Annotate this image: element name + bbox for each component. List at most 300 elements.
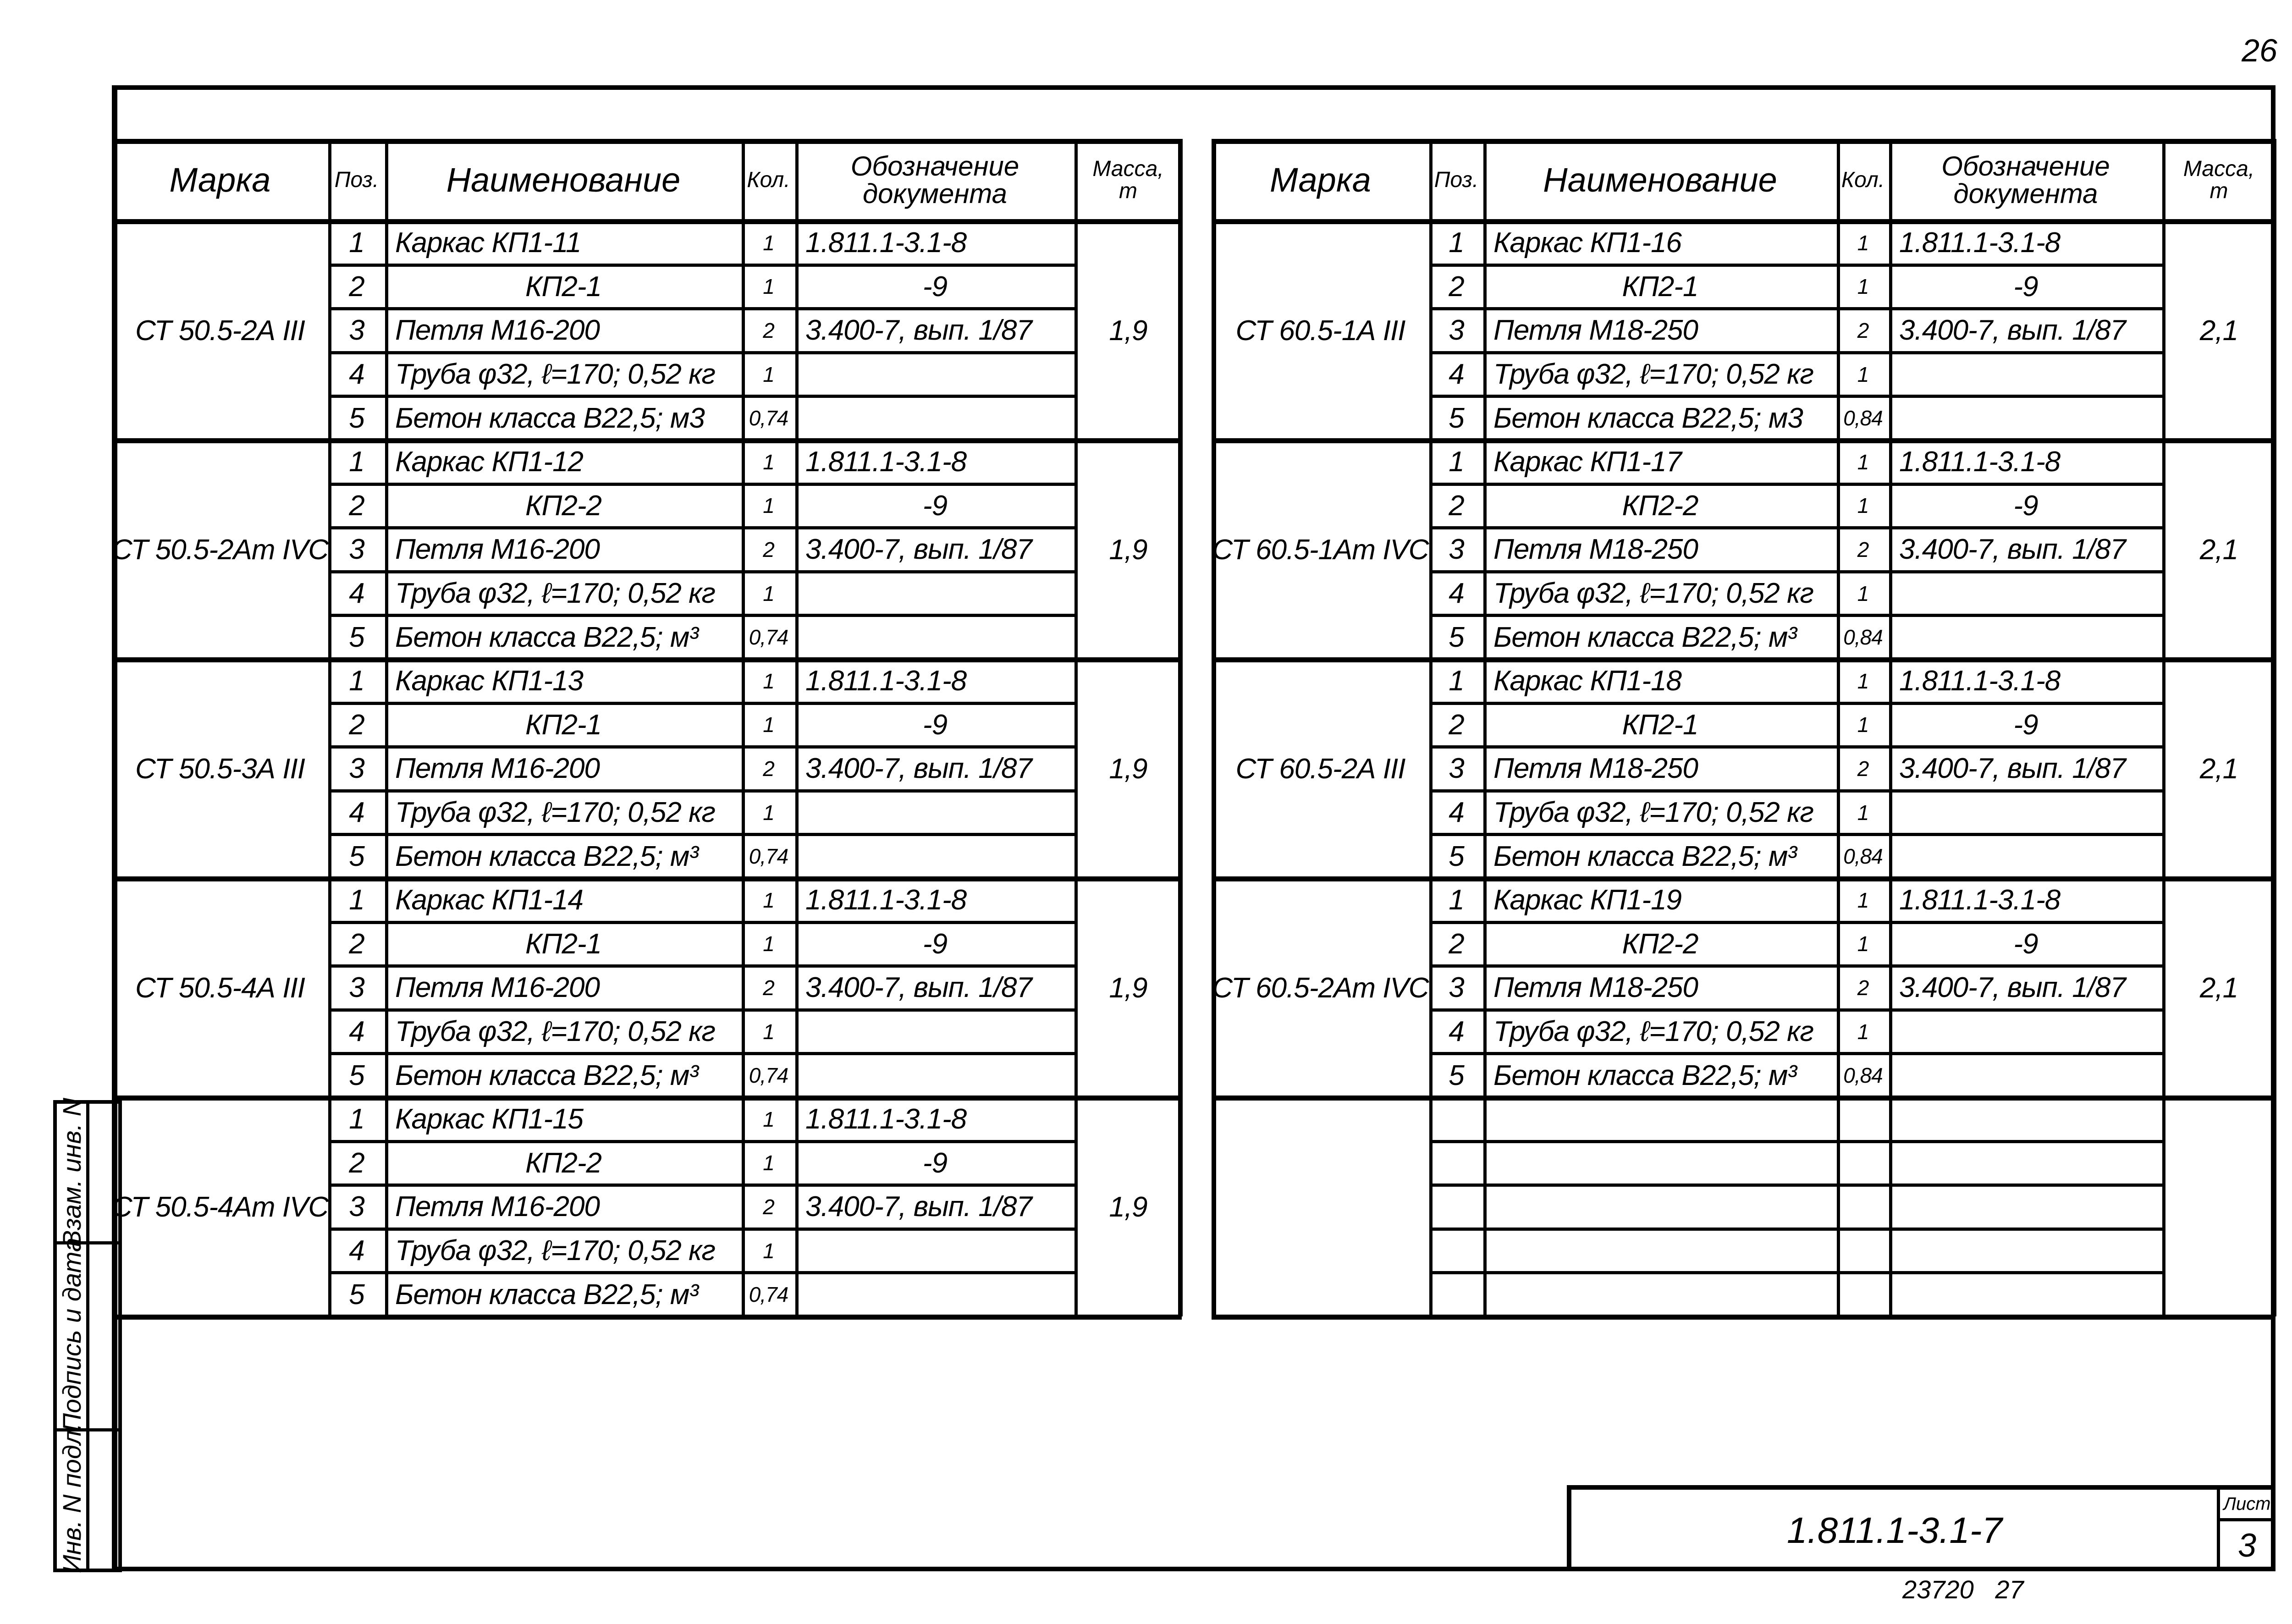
- row-name: Каркас КП1-16: [1493, 227, 1682, 259]
- table-row: [1212, 747, 2275, 791]
- row-name: Труба φ32, ℓ=170; 0,52 кг: [395, 1235, 715, 1267]
- group-mass: 2,1: [2199, 534, 2238, 566]
- table-row: [112, 1229, 1182, 1273]
- row-document: -9: [922, 270, 948, 303]
- row-qty: 1: [1857, 450, 1869, 474]
- row-name: [1483, 1229, 1837, 1273]
- row-name: Петля М16-200: [395, 972, 600, 1004]
- row-qty: 0,84: [1843, 1063, 1883, 1088]
- row-name: Бетон класса В22,5; м3: [1493, 402, 1803, 434]
- row-name: КП2-1: [525, 270, 602, 303]
- row-qty: 1: [1857, 713, 1869, 737]
- table-row: [1212, 1053, 2275, 1097]
- row-pos: 1: [349, 884, 364, 916]
- row-name: Петля М16-200: [395, 753, 600, 785]
- stamp-inv-orig: Инв. N подл.: [57, 1423, 86, 1574]
- row-qty: 2: [1857, 975, 1869, 1000]
- table-row: [112, 966, 1182, 1010]
- row-pos: 1: [349, 446, 364, 478]
- row-document: 1.811.1-3.1-8: [805, 446, 967, 478]
- header-document-line1: Обозначение: [850, 150, 1019, 182]
- row-pos: 1: [349, 227, 364, 259]
- row-qty: 1: [763, 1107, 774, 1131]
- group-mass: 2,1: [2199, 753, 2238, 785]
- row-name: Бетон класса В22,5; м³: [395, 621, 698, 653]
- table-row: [112, 265, 1182, 309]
- row-qty: 2: [763, 975, 774, 1000]
- table-row: [112, 396, 1182, 440]
- row-document: 1.811.1-3.1-8: [805, 1103, 967, 1135]
- row-qty: 1: [763, 932, 774, 956]
- row-pos: 2: [1449, 270, 1464, 303]
- row-pos: 2: [1449, 709, 1464, 741]
- row-document: [1889, 1141, 2162, 1185]
- row-qty: 1: [1857, 494, 1869, 518]
- table-row: [112, 484, 1182, 528]
- table-row: [1212, 966, 2275, 1010]
- header-pos: Поз.: [334, 167, 379, 192]
- row-qty: [1837, 1185, 1889, 1229]
- row-document: 1.811.1-3.1-8: [805, 227, 967, 259]
- row-pos: 1: [1449, 227, 1464, 259]
- table-row: [1212, 1229, 2275, 1273]
- row-document: [795, 615, 1074, 659]
- row-document: -9: [922, 928, 948, 960]
- row-document: [795, 791, 1074, 835]
- table-row: [112, 922, 1182, 966]
- row-pos: 5: [349, 1059, 364, 1091]
- header-mass: [2162, 139, 2275, 221]
- row-pos: 4: [1449, 578, 1464, 610]
- row-qty: 1: [763, 275, 774, 299]
- row-pos: 2: [349, 1147, 364, 1179]
- row-document: [795, 396, 1074, 440]
- row-document: [1889, 834, 2162, 878]
- row-pos: [1429, 1097, 1483, 1141]
- group-mark: СТ 50.5-4А III: [135, 972, 305, 1004]
- row-name: Бетон класса В22,5; м³: [1493, 1059, 1796, 1091]
- row-document: 1.811.1-3.1-8: [1899, 227, 2061, 259]
- row-name: Труба φ32, ℓ=170; 0,52 кг: [395, 578, 715, 610]
- sheet-number: 3: [2237, 1527, 2257, 1564]
- row-qty: 0,74: [749, 406, 788, 430]
- row-qty: 1: [1857, 888, 1869, 912]
- row-qty: 2: [763, 537, 774, 562]
- table-row: [1212, 922, 2275, 966]
- row-qty: 0,74: [749, 625, 788, 650]
- table-row: [1212, 1097, 2275, 1141]
- header-mark: Марка: [169, 160, 271, 199]
- table-row: [112, 572, 1182, 616]
- row-qty: 1: [763, 713, 774, 737]
- row-name: Каркас КП1-11: [395, 227, 581, 259]
- row-qty: 0,74: [749, 1063, 788, 1088]
- table-row: [1212, 396, 2275, 440]
- table-row: [112, 703, 1182, 747]
- row-pos: [1429, 1272, 1483, 1316]
- row-name: Бетон класса В22,5; м3: [395, 402, 705, 434]
- row-pos: 2: [349, 270, 364, 303]
- row-pos: 4: [349, 797, 364, 829]
- table-row: [1212, 484, 2275, 528]
- row-pos: 4: [349, 1016, 364, 1048]
- row-name: КП2-1: [525, 928, 602, 960]
- table-row: [1212, 1010, 2275, 1054]
- table-row: [1212, 440, 2275, 484]
- row-name: КП2-1: [1622, 709, 1698, 741]
- row-document: [1889, 1229, 2162, 1273]
- row-document: [1889, 1185, 2162, 1229]
- row-qty: [1837, 1141, 1889, 1185]
- row-document: [795, 1010, 1074, 1054]
- row-name: Каркас КП1-18: [1493, 665, 1682, 697]
- table-row: [112, 440, 1182, 484]
- row-document: -9: [922, 709, 948, 741]
- row-pos: 4: [1449, 1016, 1464, 1048]
- row-name: Бетон класса В22,5; м³: [1493, 621, 1796, 653]
- group-mass: 1,9: [1109, 1191, 1147, 1223]
- row-document: [1889, 1053, 2162, 1097]
- row-pos: 3: [349, 972, 364, 1004]
- row-qty: 1: [763, 450, 774, 474]
- row-qty: 0,74: [749, 1283, 788, 1307]
- row-document: -9: [2013, 709, 2038, 741]
- header-document-line2: документа: [1953, 178, 2098, 209]
- table-row: [112, 791, 1182, 835]
- row-document: [1889, 572, 2162, 616]
- row-name: Труба φ32, ℓ=170; 0,52 кг: [395, 1016, 715, 1048]
- row-name: КП2-2: [1622, 928, 1698, 960]
- row-pos: 3: [1449, 534, 1464, 566]
- row-pos: 5: [1449, 1059, 1464, 1091]
- group-mass: 1,9: [1109, 753, 1147, 785]
- row-document: [795, 572, 1074, 616]
- document-designation: 1.811.1-3.1-7: [1787, 1510, 2002, 1551]
- row-document: [795, 352, 1074, 396]
- group-mark: СТ 60.5-2А III: [1235, 753, 1405, 785]
- row-document: 3.400-7, вып. 1/87: [1899, 753, 2126, 785]
- row-document: 1.811.1-3.1-8: [805, 665, 967, 697]
- row-pos: 1: [1449, 446, 1464, 478]
- table-row: [112, 1010, 1182, 1054]
- table-row: [1212, 572, 2275, 616]
- row-name: Каркас КП1-15: [395, 1103, 584, 1135]
- row-name: КП2-2: [525, 1147, 602, 1179]
- row-pos: 5: [349, 840, 364, 872]
- row-name: Петля М18-250: [1493, 534, 1698, 566]
- row-qty: 2: [763, 756, 774, 781]
- row-name: Бетон класса В22,5; м³: [1493, 840, 1796, 872]
- row-pos: 3: [349, 534, 364, 566]
- row-document: [1889, 352, 2162, 396]
- table-row: [112, 659, 1182, 703]
- row-name: Каркас КП1-13: [395, 665, 584, 697]
- row-qty: 1: [1857, 932, 1869, 956]
- row-pos: 5: [349, 621, 364, 653]
- spec-table-1: [112, 139, 1182, 1316]
- row-pos: 5: [1449, 840, 1464, 872]
- row-document: [795, 834, 1074, 878]
- table-row: [1212, 1272, 2275, 1316]
- row-document: 3.400-7, вып. 1/87: [805, 314, 1032, 347]
- row-document: [795, 1053, 1074, 1097]
- row-name: Труба φ32, ℓ=170; 0,52 кг: [395, 797, 715, 829]
- table-row: [1212, 221, 2275, 265]
- table-row: [1212, 1141, 2275, 1185]
- row-name: Бетон класса В22,5; м³: [395, 840, 698, 872]
- row-pos: 4: [349, 1235, 364, 1267]
- row-pos: 4: [349, 358, 364, 391]
- row-document: 1.811.1-3.1-8: [1899, 884, 2061, 916]
- row-document: -9: [2013, 490, 2038, 522]
- row-pos: 5: [349, 1278, 364, 1310]
- row-qty: 0,84: [1843, 844, 1883, 869]
- row-name: Бетон класса В22,5; м³: [395, 1059, 698, 1091]
- row-pos: 5: [1449, 402, 1464, 434]
- row-document: -9: [2013, 928, 2038, 960]
- header-mass-line1: Масса,: [1092, 156, 1164, 181]
- page-number: 26: [2242, 33, 2277, 68]
- row-qty: 1: [763, 800, 774, 825]
- group-mass: 1,9: [1109, 534, 1147, 566]
- table-row: [1212, 834, 2275, 878]
- row-qty: 2: [1857, 537, 1869, 562]
- row-pos: 3: [1449, 972, 1464, 1004]
- row-name: Труба φ32, ℓ=170; 0,52 кг: [1493, 578, 1813, 610]
- row-document: 1.811.1-3.1-8: [1899, 446, 2061, 478]
- row-qty: 1: [1857, 275, 1869, 299]
- row-document: [1889, 1010, 2162, 1054]
- table-row: [112, 615, 1182, 659]
- table-row: [1212, 265, 2275, 309]
- row-pos: [1429, 1229, 1483, 1273]
- row-pos: 1: [349, 1103, 364, 1135]
- table-row: [1212, 791, 2275, 835]
- table-row: [1212, 308, 2275, 352]
- sheet-label: Лист: [2223, 1493, 2271, 1514]
- row-name: Петля М16-200: [395, 314, 600, 347]
- row-name: [1483, 1272, 1837, 1316]
- row-name: Каркас КП1-12: [395, 446, 584, 478]
- row-name: [1483, 1141, 1837, 1185]
- row-pos: 2: [349, 709, 364, 741]
- row-name: [1483, 1097, 1837, 1141]
- row-name: Петля М16-200: [395, 534, 600, 566]
- row-document: -9: [922, 490, 948, 522]
- row-qty: 2: [1857, 756, 1869, 781]
- group-mark: СТ 60.5-1А III: [1235, 314, 1405, 347]
- row-name: Каркас КП1-17: [1493, 446, 1682, 478]
- row-name: Бетон класса В22,5; м³: [395, 1278, 698, 1310]
- row-pos: 1: [1449, 884, 1464, 916]
- row-name: Петля М18-250: [1493, 314, 1698, 347]
- row-name: Каркас КП1-14: [395, 884, 584, 916]
- group-mark: СТ 50.5-4Ат IVС: [111, 1191, 329, 1223]
- row-name: Петля М16-200: [395, 1191, 600, 1223]
- row-pos: 2: [1449, 928, 1464, 960]
- row-qty: 2: [763, 1195, 774, 1219]
- table-row: [1212, 703, 2275, 747]
- row-qty: [1837, 1229, 1889, 1273]
- row-qty: [1837, 1272, 1889, 1316]
- table-row: [112, 221, 1182, 265]
- row-qty: 1: [1857, 800, 1869, 825]
- row-name: КП2-1: [525, 709, 602, 741]
- row-document: 3.400-7, вып. 1/87: [805, 972, 1032, 1004]
- row-document: [1889, 396, 2162, 440]
- group-mass: 1,9: [1109, 314, 1147, 347]
- header-document: [795, 139, 1074, 221]
- table-row: [1212, 878, 2275, 922]
- spec-table-2: [1212, 139, 2275, 1316]
- group-mark: СТ 50.5-2А III: [135, 314, 305, 347]
- footer-code: 23720 27: [1902, 1575, 2024, 1604]
- table-row: [112, 1097, 1182, 1141]
- row-qty: 1: [1857, 362, 1869, 386]
- row-document: 3.400-7, вып. 1/87: [805, 1191, 1032, 1223]
- row-qty: 1: [1857, 1019, 1869, 1044]
- stamp-replace-inv: Взам. инв. N: [57, 1097, 86, 1248]
- row-pos: 4: [1449, 358, 1464, 391]
- row-qty: 1: [763, 1239, 774, 1263]
- row-pos: 5: [349, 402, 364, 434]
- table-row: [112, 878, 1182, 922]
- row-qty: 1: [763, 888, 774, 912]
- row-document: 3.400-7, вып. 1/87: [1899, 972, 2126, 1004]
- row-name: Труба φ32, ℓ=170; 0,52 кг: [1493, 1016, 1813, 1048]
- row-document: 3.400-7, вып. 1/87: [805, 753, 1032, 785]
- row-document: 1.811.1-3.1-8: [1899, 665, 2061, 697]
- table-row: [112, 1272, 1182, 1316]
- row-document: [1889, 791, 2162, 835]
- header-document-line2: документа: [862, 178, 1008, 209]
- group-mass: 1,9: [1109, 972, 1147, 1004]
- row-qty: 0,84: [1843, 625, 1883, 650]
- row-pos: 4: [349, 578, 364, 610]
- table-row: [1212, 615, 2275, 659]
- row-qty: 1: [1857, 669, 1869, 693]
- row-pos: 3: [349, 1191, 364, 1223]
- table-row: [112, 352, 1182, 396]
- title-block: [1567, 1485, 2275, 1571]
- table-row: [112, 747, 1182, 791]
- row-document: [1889, 615, 2162, 659]
- row-qty: 1: [763, 1151, 774, 1175]
- header-document: [1889, 139, 2162, 221]
- row-pos: [1429, 1185, 1483, 1229]
- row-name: Петля М18-250: [1493, 972, 1698, 1004]
- group-mark: СТ 60.5-1Ат IVС: [1212, 534, 1429, 566]
- header-qty: Кол.: [747, 167, 790, 192]
- header-mark: Марка: [1270, 160, 1371, 199]
- row-qty: 1: [1857, 581, 1869, 606]
- row-document: 3.400-7, вып. 1/87: [805, 534, 1032, 566]
- row-qty: 1: [1857, 231, 1869, 255]
- table-row: [112, 1185, 1182, 1229]
- row-qty: 2: [1857, 318, 1869, 342]
- row-name: Петля М18-250: [1493, 753, 1698, 785]
- group-mass: 2,1: [2199, 972, 2238, 1004]
- table-row: [112, 528, 1182, 572]
- row-pos: 2: [1449, 490, 1464, 522]
- row-document: 3.400-7, вып. 1/87: [1899, 314, 2126, 347]
- row-document: -9: [2013, 270, 2038, 303]
- table-row: [1212, 659, 2275, 703]
- table-row: [1212, 1185, 2275, 1229]
- row-qty: 1: [763, 669, 774, 693]
- row-pos: 3: [1449, 753, 1464, 785]
- row-qty: 1: [763, 1019, 774, 1044]
- row-document: [795, 1229, 1074, 1273]
- group-mark: СТ 60.5-2Ат IVС: [1212, 972, 1429, 1004]
- table-row: [112, 834, 1182, 878]
- table-row: [112, 308, 1182, 352]
- row-name: Труба φ32, ℓ=170; 0,52 кг: [395, 358, 715, 391]
- header-mass-line1: Масса,: [2183, 156, 2255, 181]
- row-qty: 1: [763, 362, 774, 386]
- row-qty: 1: [763, 231, 774, 255]
- row-document: [1889, 1097, 2162, 1141]
- header-document-line1: Обозначение: [1941, 150, 2110, 182]
- row-pos: 3: [1449, 314, 1464, 347]
- group-mark: СТ 50.5-3А III: [135, 753, 305, 785]
- row-name: Труба φ32, ℓ=170; 0,52 кг: [1493, 797, 1813, 829]
- row-name: КП2-2: [525, 490, 602, 522]
- row-name: КП2-1: [1622, 270, 1698, 303]
- row-qty: 2: [763, 318, 774, 342]
- row-name: Труба φ32, ℓ=170; 0,52 кг: [1493, 358, 1813, 391]
- row-name: [1483, 1185, 1837, 1229]
- group-mass: 2,1: [2199, 314, 2238, 347]
- row-qty: 1: [763, 581, 774, 606]
- header-qty: Кол.: [1841, 167, 1885, 192]
- row-document: 3.400-7, вып. 1/87: [1899, 534, 2126, 566]
- row-pos: 1: [1449, 665, 1464, 697]
- row-pos: 5: [1449, 621, 1464, 653]
- header-name: Наименование: [1543, 160, 1777, 199]
- row-document: -9: [922, 1147, 948, 1179]
- row-document: [795, 1272, 1074, 1316]
- table-row: [1212, 352, 2275, 396]
- header-mass: [1074, 139, 1182, 221]
- header-mass-line2: т: [1119, 178, 1137, 203]
- row-pos: 4: [1449, 797, 1464, 829]
- row-document: [1889, 1272, 2162, 1316]
- stamp-signature-date: Подпись и дата: [57, 1238, 86, 1432]
- row-pos: 3: [349, 314, 364, 347]
- row-pos: [1429, 1141, 1483, 1185]
- row-qty: 1: [763, 494, 774, 518]
- row-document: 1.811.1-3.1-8: [805, 884, 967, 916]
- row-qty: 0,84: [1843, 406, 1883, 430]
- table-row: [1212, 528, 2275, 572]
- group-mark: СТ 50.5-2Ат IVС: [111, 534, 329, 566]
- table-row: [112, 1141, 1182, 1185]
- header-name: Наименование: [446, 160, 681, 199]
- row-pos: 3: [349, 753, 364, 785]
- row-name: КП2-2: [1622, 490, 1698, 522]
- row-pos: 2: [349, 928, 364, 960]
- row-qty: [1837, 1097, 1889, 1141]
- row-qty: 0,74: [749, 844, 788, 869]
- row-pos: 2: [349, 490, 364, 522]
- row-name: Каркас КП1-19: [1493, 884, 1682, 916]
- row-pos: 1: [349, 665, 364, 697]
- header-mass-line2: т: [2209, 178, 2228, 203]
- header-pos: Поз.: [1434, 167, 1479, 192]
- side-stamp: [53, 1097, 122, 1574]
- table-row: [112, 1053, 1182, 1097]
